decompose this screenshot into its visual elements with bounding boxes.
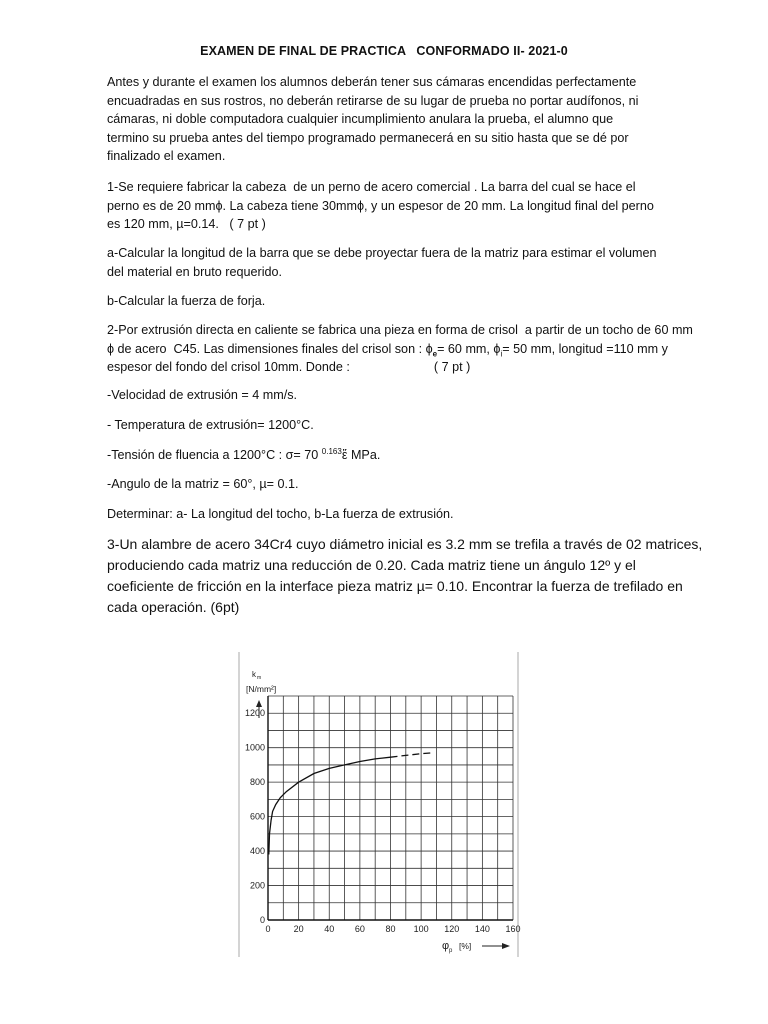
q2-angulo: -Angulo de la matriz = 60°, µ= 0.1.	[107, 477, 299, 491]
x-tick-label: 60	[354, 924, 365, 934]
q2-determinar: Determinar: a- La longitud del tocho, b-La fuerza de extrusión.	[107, 507, 454, 521]
question-3	[107, 534, 717, 618]
q3-line: coeficiente de fricción en la interface pieza matriz µ= 0.10. Encontrar la fuerza de trefilado en	[107, 578, 683, 594]
question-2	[107, 321, 727, 377]
x-tick-label: 160	[505, 924, 521, 934]
q2-velocidad: -Velocidad de extrusión = 4 mm/s.	[107, 388, 298, 402]
y-tick-label: 600	[249, 811, 265, 822]
x-tick-label: 0	[265, 924, 271, 934]
intro-line: encuadradas en sus rostros, no deberán retirarse de su lugar de prueba no portar audífonos, ni	[107, 93, 639, 108]
q2-line: 2-Por extrusión directa en caliente se fabrica una pieza en forma de crisol a partir de un tocho de 60 mm	[107, 323, 693, 337]
intro-line: finalizado el examen.	[107, 149, 226, 164]
x-axis-symbol: φ	[442, 940, 450, 952]
y-tick-label: 200	[249, 880, 265, 891]
q2-tension: -Tensión de fluencia a 1200°C : σ= 70 $^{0.163}$ἕ MPa.	[107, 446, 381, 462]
q1-line: perno es de 20 mmϕ. La cabeza tiene 30mmϕ, y un espesor de 20 mm. La longitud final del perno	[107, 198, 654, 213]
y-tick-label: 1200	[244, 708, 265, 719]
y-tick-label: 0	[259, 915, 265, 925]
y-axis-unit: [N/mm²]	[246, 684, 277, 694]
x-tick-label: 40	[324, 924, 335, 934]
intro-paragraph	[107, 73, 707, 166]
intro-line: cámaras, ni doble computadora cualquier incumplimiento anulara la prueba, el alumno que	[107, 112, 614, 127]
question-1	[107, 178, 707, 234]
x-tick-label: 140	[474, 924, 490, 934]
q1-line: 1-Se requiere fabricar la cabeza de un perno de acero comercial . La barra del cual se hace el	[107, 180, 636, 194]
x-tick-label: 120	[444, 924, 460, 934]
q1a-line: a-Calcular la longitud de la barra que se debe proyectar fuera de la matriz para estimar el volumen	[107, 246, 657, 260]
question-1a	[107, 244, 707, 281]
q3-line: cada operación. (6pt)	[107, 599, 240, 615]
exam-title: EXAMEN DE FINAL DE PRACTICA CONFORMADO II- 2021-0	[200, 44, 568, 58]
y-axis-symbol: k	[252, 670, 256, 679]
q1-line: es 120 mm, µ=0.14. ( 7 pt )	[107, 217, 266, 232]
q3-line: produciendo cada matriz una reducción de 0.20. Cada matriz tiene un ángulo 12º y el	[107, 557, 636, 573]
q3-line: 3-Un alambre de acero 34Cr4 cuyo diámetro inicial es 3.2 mm se trefila a través de 02 matrices,	[107, 536, 703, 552]
y-axis-subscript: m	[257, 675, 262, 681]
q2-temperatura: - Temperatura de extrusión= 1200°C.	[107, 418, 314, 432]
intro-line: termino su prueba antes del tiempo programado permanecerá en su sitio hasta que se dé por	[107, 130, 629, 145]
x-axis-subscript: p	[449, 948, 453, 954]
x-tick-label: 100	[413, 924, 429, 934]
q2-line: espesor del fondo del crisol 10mm. Donde : ( 7 pt )	[107, 360, 471, 375]
question-1b	[107, 292, 707, 311]
x-axis-unit: [%]	[459, 941, 472, 951]
y-tick-label: 400	[249, 846, 265, 857]
x-tick-label: 20	[293, 924, 304, 934]
x-tick-label: 80	[385, 924, 396, 934]
y-tick-label: 800	[249, 777, 265, 788]
flow-stress-chart	[236, 652, 521, 957]
flow-curve-dashed	[391, 753, 432, 757]
q2-line: ϕ de acero C45. Las dimensiones finales del crisol son : $\phi_e= 60$ mm, $\phi_i= 50$ mm, longitud =110 mm y	[107, 341, 668, 359]
q1a-line: del material en bruto requerido.	[107, 264, 283, 279]
intro-line: Antes y durante el examen los alumnos deberán tener sus cámaras encendidas perfectamente	[107, 75, 637, 89]
y-tick-label: 1000	[244, 742, 265, 753]
q1b-line: b-Calcular la fuerza de forja.	[107, 294, 266, 308]
